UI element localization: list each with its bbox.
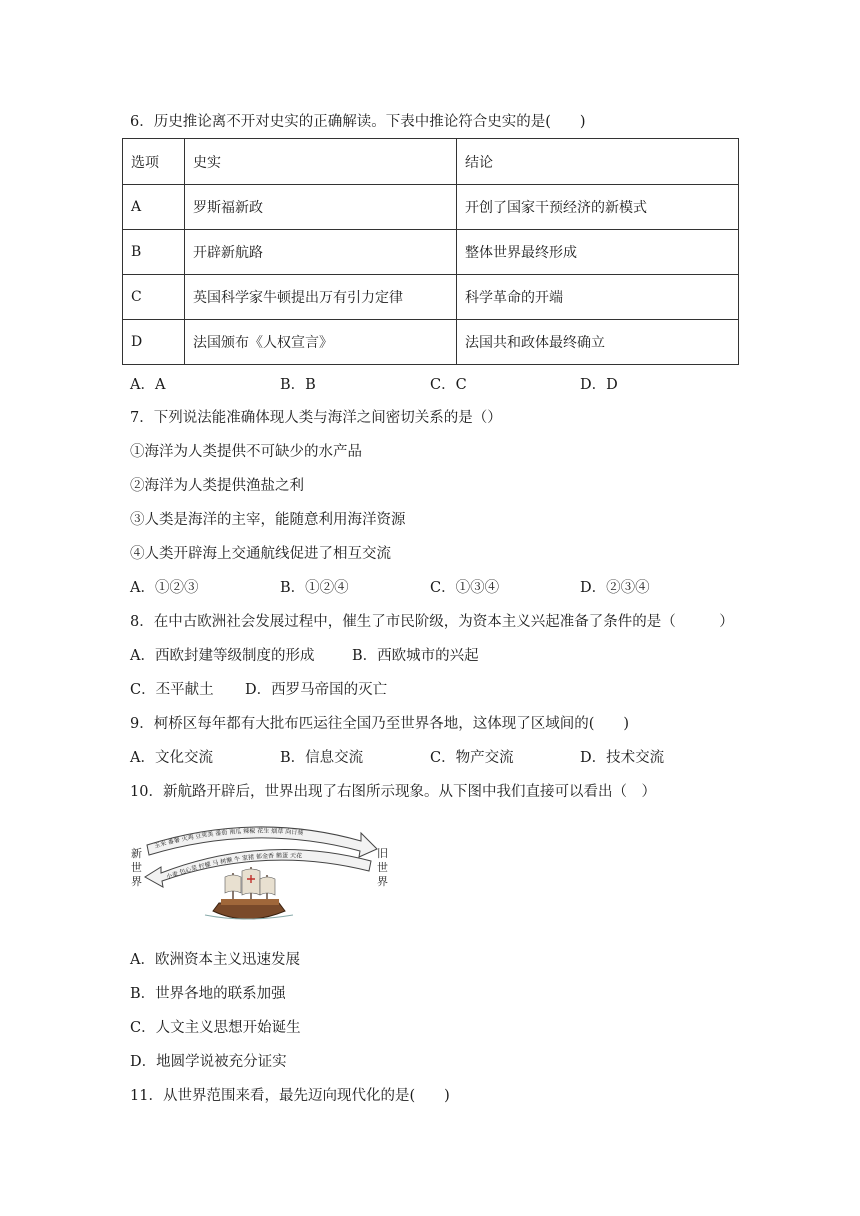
- q10-option-d: D．地圆学说被充分证实: [130, 1054, 287, 1070]
- top-arrow-text: 玉米 番薯 火鸡 豆荚类 番茄 南瓜 辣椒 花生 烟草 向日葵: [153, 827, 304, 850]
- table-cell: 整体世界最终形成: [457, 230, 739, 275]
- option-b: B．西欧城市的兴起: [352, 648, 479, 664]
- table-cell: 英国科学家牛顿提出万有引力定律: [185, 275, 457, 320]
- new-world-char-1: 新: [131, 847, 142, 860]
- new-world-char-3: 界: [131, 875, 142, 888]
- option-a: A．文化交流: [130, 750, 213, 766]
- q7-item-3: ③人类是海洋的主宰，能随意利用海洋资源: [130, 512, 406, 528]
- table-row: [123, 230, 739, 275]
- bottom-arrow-text: 小麦 包心菜 柠檬 马 树懒 牛 家猪 郁金香 鹅蛋 天花: [165, 852, 303, 881]
- option-c: C．丕平献土: [130, 682, 214, 698]
- table-header-cell: 结论: [457, 139, 739, 185]
- q7-stem: 7．下列说法能准确体现人类与海洋之间密切关系的是（）: [130, 410, 502, 426]
- table-header-cell: 史实: [185, 139, 457, 185]
- q10-stem: 10．新航路开辟后，世界出现了右图所示现象。从下图中我们直接可以看出（ ）: [130, 784, 656, 800]
- table-cell: 罗斯福新政: [185, 185, 457, 230]
- table-header-row: [123, 139, 739, 185]
- option-d: D．D: [580, 377, 618, 393]
- option-c: C．C: [430, 377, 467, 393]
- table-cell: 开创了国家干预经济的新模式: [457, 185, 739, 230]
- table-cell: D: [123, 320, 185, 365]
- option-a: A．西欧封建等级制度的形成: [130, 648, 315, 664]
- option-d: D．西罗马帝国的灭亡: [245, 682, 388, 698]
- q10-option-a: A．欧洲资本主义迅速发展: [130, 952, 300, 968]
- option-d: D．技术交流: [580, 750, 665, 766]
- table-row: [123, 275, 739, 320]
- old-world-char-2: 世: [377, 861, 388, 874]
- table-row: [123, 185, 739, 230]
- table-cell: A: [123, 185, 185, 230]
- table-row: [123, 320, 739, 365]
- old-world-char-3: 界: [377, 875, 388, 888]
- option-d: D．②③④: [580, 580, 650, 596]
- q11-stem: 11．从世界范围来看，最先迈向现代化的是( ): [130, 1088, 450, 1104]
- old-world-char-1: 旧: [377, 847, 388, 860]
- option-a: A．A: [130, 377, 166, 393]
- option-c: C．物产交流: [430, 750, 514, 766]
- q10-option-b: B．世界各地的联系加强: [130, 986, 286, 1002]
- q7-item-2: ②海洋为人类提供渔盐之利: [130, 478, 304, 494]
- table-cell: 法国共和政体最终确立: [457, 320, 739, 365]
- new-world-label: [131, 847, 146, 888]
- old-world-label: [377, 846, 392, 888]
- table-cell: 科学革命的开端: [457, 275, 739, 320]
- table-header-cell: 选项: [123, 139, 185, 185]
- table-cell: 开辟新航路: [185, 230, 457, 275]
- new-world-char-2: 世: [131, 861, 142, 874]
- table-cell: 法国颁布《人权宣言》: [185, 320, 457, 365]
- option-b: B．B: [280, 377, 316, 393]
- table-cell: C: [123, 275, 185, 320]
- columbian-exchange-figure: [125, 815, 395, 930]
- q8-stem: 8．在中古欧洲社会发展过程中，催生了市民阶级，为资本主义兴起准备了条件的是（ ）: [130, 614, 734, 630]
- q7-item-1: ①海洋为人类提供不可缺少的水产品: [130, 444, 362, 460]
- q6-stem: 6．历史推论离不开对史实的正确解读。下表中推论符合史实的是( ): [130, 114, 586, 130]
- q10-option-c: C．人文主义思想开始诞生: [130, 1020, 301, 1036]
- q6-table: [122, 138, 739, 365]
- ship-icon: [205, 867, 293, 919]
- option-c: C．①③④: [430, 580, 500, 596]
- q9-stem: 9．柯桥区每年都有大批布匹运往全国乃至世界各地，这体现了区域间的( ): [130, 716, 630, 732]
- option-b: B．信息交流: [280, 750, 364, 766]
- table-cell: B: [123, 230, 185, 275]
- q7-item-4: ④人类开辟海上交通航线促进了相互交流: [130, 546, 391, 562]
- option-b: B．①②④: [280, 580, 349, 596]
- option-a: A．①②③: [130, 580, 199, 596]
